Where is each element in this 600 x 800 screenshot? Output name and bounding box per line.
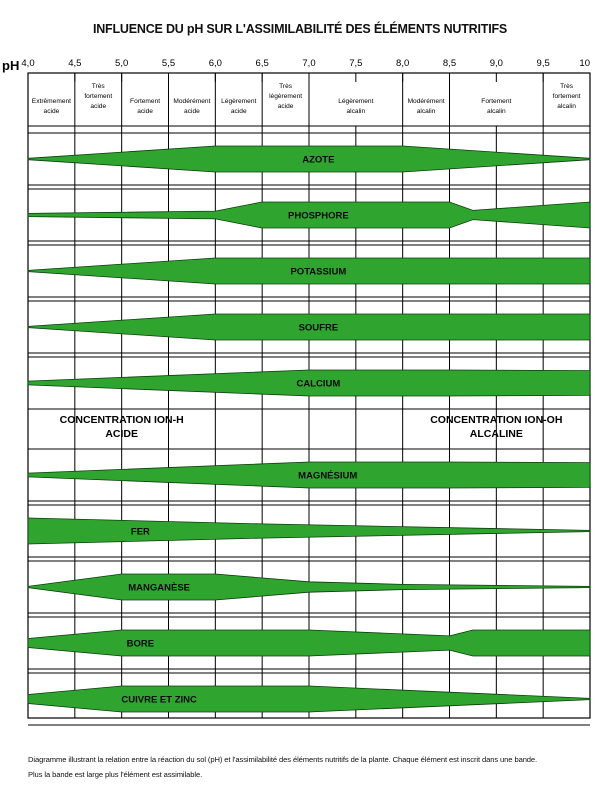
acidity-category-label: Légèrement acide <box>221 98 257 115</box>
tick-label: 6,5 <box>255 58 269 69</box>
nutrient-band <box>28 630 590 656</box>
ph-axis <box>2 58 590 82</box>
band-label: FER <box>130 526 150 538</box>
tick-label: 4,5 <box>68 58 82 69</box>
acidity-header <box>32 73 581 126</box>
caption-line-2: Plus la bande est large plus l'élément est assimilable. <box>28 770 203 779</box>
ion-annotation: CONCENTRATION ION-OH ALCALINE <box>430 414 563 440</box>
ion-annotation: CONCENTRATION ION-H ACIDE <box>59 414 184 440</box>
band-label: POTASSIUM <box>290 266 347 278</box>
caption <box>28 752 596 782</box>
acidity-category-label: Fortement acide <box>130 98 161 115</box>
nutrient-band <box>28 686 590 712</box>
acidity-category-label: Modérément acide <box>173 98 211 115</box>
acidity-category-label: Modérément alcalin <box>407 98 445 115</box>
tick-label: 6,0 <box>208 58 222 69</box>
tick-label: 7,5 <box>349 58 363 69</box>
ion-annotations <box>60 414 563 440</box>
tick-label: 8,5 <box>442 58 457 69</box>
band-label: SOUFRE <box>298 322 339 334</box>
band-label: MAGNÉSIUM <box>298 470 358 482</box>
band-label: CALCIUM <box>296 378 341 390</box>
band-label: BORE <box>126 638 155 650</box>
band-label: MANGANÈSE <box>128 582 191 594</box>
tick-label: 9,0 <box>489 58 503 69</box>
caption-line-1: Diagramme illustrant la relation entre la réaction du sol (pH) et l'assimilabilité des éléments nutritifs de la plante. Chaque élément est inscrit dans une bande. <box>28 755 538 764</box>
tick-label: 9,5 <box>536 58 550 69</box>
band-label: AZOTE <box>302 154 335 166</box>
chart-title: INFLUENCE DU pH SUR L'ASSIMILABILITÉ DES ÉLÉMENTS NUTRITIFS <box>92 22 508 36</box>
band-label: CUIVRE ET ZINC <box>121 694 197 706</box>
acidity-category-label: Fortement alcalin <box>481 98 512 115</box>
x-axis-label: pH <box>2 58 20 73</box>
tick-label: 7,0 <box>302 58 316 69</box>
tick-label: 8,0 <box>396 58 410 69</box>
acidity-category-label: Très fortement alcalin <box>552 83 581 110</box>
tick-label: 5,0 <box>115 58 129 69</box>
band-label: PHOSPHORE <box>288 210 349 222</box>
acidity-category-label: Extrêmement acide <box>31 98 72 115</box>
acidity-category-label: Très légèrement acide <box>269 83 303 110</box>
tick-label: 4,0 <box>21 58 35 69</box>
tick-label: 10 <box>579 58 590 69</box>
acidity-category-label: Légèrement alcalin <box>338 98 374 115</box>
tick-label: 5,5 <box>161 58 176 69</box>
acidity-category-label: Très fortement acide <box>84 83 113 110</box>
